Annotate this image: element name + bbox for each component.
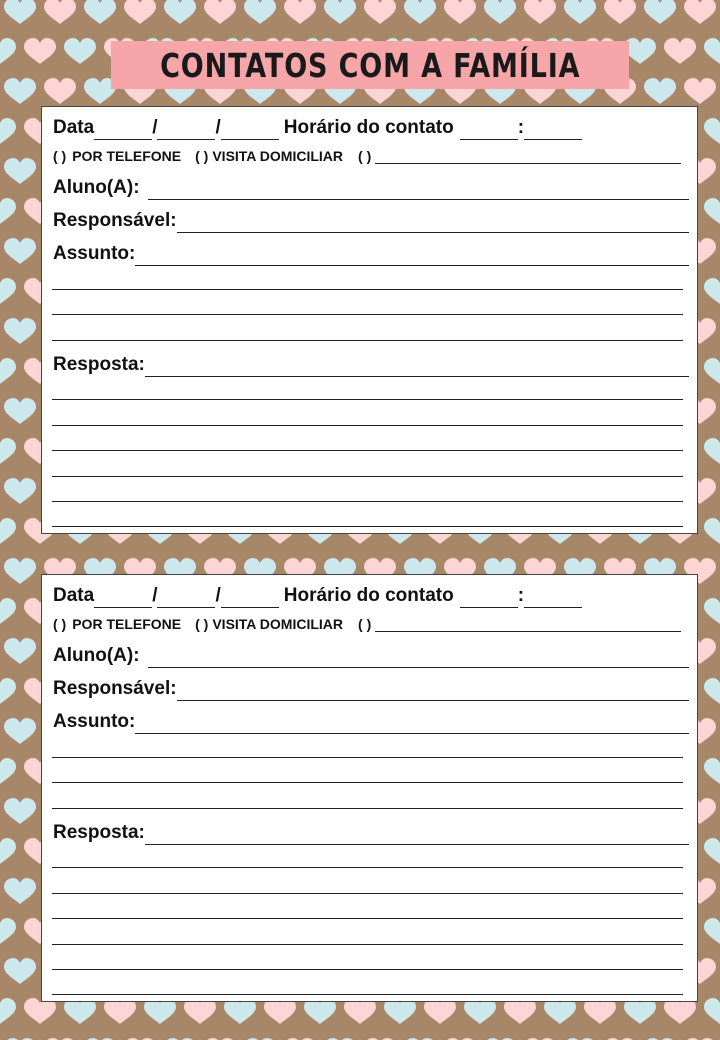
date-month-field[interactable]: [157, 121, 215, 140]
heart-shape: [4, 398, 36, 424]
time-separator: :: [517, 585, 525, 606]
date-year-field[interactable]: [221, 589, 279, 608]
subject-field[interactable]: [135, 715, 689, 734]
answer-line[interactable]: [52, 526, 683, 527]
heart-shape: [4, 318, 36, 344]
heart-shape: [4, 718, 36, 744]
student-row: [53, 177, 689, 200]
heart-shape: [704, 358, 720, 384]
heart-shape: [704, 438, 720, 464]
phone-checkbox[interactable]: ( ): [53, 616, 67, 632]
student-field[interactable]: [148, 181, 689, 200]
heart-shape: [0, 598, 16, 624]
subject-row: [53, 711, 689, 734]
date-separator: /: [152, 117, 158, 138]
date-month-field[interactable]: [157, 589, 215, 608]
heart-shape: [704, 678, 720, 704]
heart-shape: [44, 0, 76, 24]
time-minute-field[interactable]: [524, 589, 582, 608]
date-separator: /: [152, 585, 158, 606]
heart-shape: [4, 798, 36, 824]
answer-line[interactable]: [52, 944, 683, 945]
subject-label: Assunto:: [53, 711, 136, 732]
heart-shape: [4, 638, 36, 664]
heart-shape: [4, 238, 36, 264]
contact-type-row: [53, 148, 681, 164]
heart-shape: [44, 78, 76, 104]
answer-label: Resposta:: [53, 354, 145, 375]
subject-line[interactable]: [52, 340, 683, 341]
heart-shape: [244, 0, 276, 24]
answer-line[interactable]: [52, 476, 683, 477]
answer-field[interactable]: [145, 358, 689, 377]
heart-shape: [704, 998, 720, 1024]
heart-shape: [0, 678, 16, 704]
student-row: [53, 645, 689, 668]
heart-shape: [604, 0, 636, 24]
heart-shape: [704, 198, 720, 224]
heart-shape: [4, 158, 36, 184]
heart-shape: [4, 478, 36, 504]
time-label: Horário do contato: [283, 585, 454, 606]
answer-line[interactable]: [52, 867, 683, 868]
heart-shape: [704, 278, 720, 304]
heart-shape: [704, 118, 720, 144]
heart-shape: [484, 0, 516, 24]
visit-checkbox[interactable]: ( ): [195, 148, 209, 164]
date-day-field[interactable]: [94, 121, 152, 140]
heart-shape: [0, 358, 16, 384]
date-time-row: [53, 585, 582, 608]
phone-option-label: POR TELEFONE: [72, 616, 182, 632]
heart-shape: [124, 0, 156, 24]
heart-shape: [404, 0, 436, 24]
heart-shape: [704, 838, 720, 864]
heart-shape: [704, 598, 720, 624]
date-day-field[interactable]: [94, 589, 152, 608]
guardian-field[interactable]: [177, 214, 689, 233]
other-checkbox[interactable]: ( ): [358, 148, 372, 164]
contact-form-card-2: [41, 574, 698, 1002]
subject-field[interactable]: [135, 247, 689, 266]
time-minute-field[interactable]: [524, 121, 582, 140]
heart-shape: [704, 38, 720, 64]
visit-checkbox[interactable]: ( ): [195, 616, 209, 632]
heart-shape: [4, 0, 36, 24]
heart-shape: [0, 438, 16, 464]
phone-checkbox[interactable]: ( ): [53, 148, 67, 164]
contact-type-row: [53, 616, 681, 632]
title-banner: [111, 41, 629, 89]
time-separator: :: [517, 117, 525, 138]
heart-shape: [4, 78, 36, 104]
heart-shape: [444, 0, 476, 24]
date-separator: /: [215, 585, 221, 606]
heart-shape: [684, 78, 716, 104]
heart-shape: [0, 518, 16, 544]
heart-shape: [0, 198, 16, 224]
heart-shape: [664, 38, 696, 64]
heart-shape: [704, 758, 720, 784]
answer-row: [53, 354, 689, 377]
subject-line[interactable]: [52, 782, 683, 783]
student-label: Aluno(A):: [53, 177, 140, 198]
answer-line[interactable]: [52, 918, 683, 919]
time-hour-field[interactable]: [460, 589, 518, 608]
heart-shape: [64, 38, 96, 64]
heart-shape: [684, 0, 716, 24]
subject-label: Assunto:: [53, 243, 136, 264]
heart-shape: [364, 0, 396, 24]
subject-line[interactable]: [52, 808, 683, 809]
heart-shape: [0, 278, 16, 304]
heart-shape: [24, 38, 56, 64]
subject-line[interactable]: [52, 314, 683, 315]
guardian-row: [53, 678, 689, 701]
student-field[interactable]: [148, 649, 689, 668]
date-year-field[interactable]: [221, 121, 279, 140]
page-title: CONTATOS COM A FAMÍLIA: [159, 45, 581, 85]
contact-form-card-1: [41, 106, 698, 534]
guardian-label: Responsável:: [53, 210, 177, 231]
guardian-label: Responsável:: [53, 678, 177, 699]
heart-shape: [0, 838, 16, 864]
heart-shape: [324, 0, 356, 24]
answer-line[interactable]: [52, 399, 683, 400]
heart-shape: [0, 38, 16, 64]
heart-shape: [0, 918, 16, 944]
heart-shape: [204, 0, 236, 24]
subject-row: [53, 243, 689, 266]
heart-shape: [284, 0, 316, 24]
other-option-field[interactable]: [375, 617, 681, 632]
student-label: Aluno(A):: [53, 645, 140, 666]
answer-label: Resposta:: [53, 822, 145, 843]
answer-line[interactable]: [52, 969, 683, 970]
other-option-field[interactable]: [375, 149, 681, 164]
answer-line[interactable]: [52, 450, 683, 451]
heart-shape: [84, 0, 116, 24]
visit-option-label: VISITA DOMICILIAR: [212, 148, 344, 164]
heart-shape: [4, 878, 36, 904]
date-time-row: [53, 117, 582, 140]
heart-shape: [644, 0, 676, 24]
heart-shape: [564, 0, 596, 24]
subject-line[interactable]: [52, 757, 683, 758]
time-label: Horário do contato: [283, 117, 454, 138]
heart-shape: [164, 0, 196, 24]
answer-line[interactable]: [52, 893, 683, 894]
subject-line[interactable]: [52, 289, 683, 290]
heart-shape: [0, 758, 16, 784]
phone-option-label: POR TELEFONE: [72, 148, 182, 164]
heart-shape: [0, 998, 16, 1024]
answer-field[interactable]: [145, 826, 689, 845]
answer-line[interactable]: [52, 994, 683, 995]
heart-shape: [704, 918, 720, 944]
other-checkbox[interactable]: ( ): [358, 616, 372, 632]
visit-option-label: VISITA DOMICILIAR: [212, 616, 344, 632]
time-hour-field[interactable]: [460, 121, 518, 140]
answer-line[interactable]: [52, 501, 683, 502]
heart-shape: [704, 518, 720, 544]
heart-shape: [524, 0, 556, 24]
heart-shape: [644, 78, 676, 104]
guardian-field[interactable]: [177, 682, 689, 701]
date-label: Data: [53, 585, 95, 606]
date-label: Data: [53, 117, 95, 138]
date-separator: /: [215, 117, 221, 138]
heart-shape: [0, 118, 16, 144]
guardian-row: [53, 210, 689, 233]
answer-row: [53, 822, 689, 845]
heart-shape: [4, 558, 36, 584]
heart-shape: [4, 958, 36, 984]
answer-line[interactable]: [52, 425, 683, 426]
